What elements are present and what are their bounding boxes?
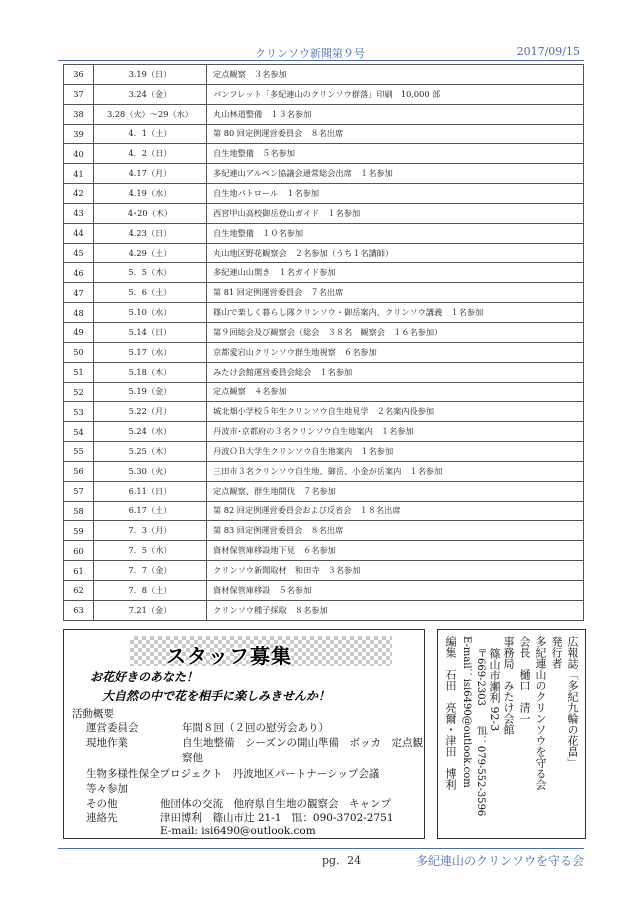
row-number: 47	[64, 283, 94, 303]
row-event: 城北畑小学校５年生クリンソウ自生地見学 ２名案内役参加	[207, 402, 584, 422]
row-number: 49	[64, 322, 94, 342]
row-event: 多紀連山山開き １名ガイド参加	[207, 263, 584, 283]
row-event: 第 82 回定例運営委員会および反省会 １８名出席	[207, 501, 584, 521]
row-event: 資材保管庫移設地下見 ６名参加	[207, 541, 584, 561]
row-event: みたけ会館運営委員会総会 １名参加	[207, 362, 584, 382]
row-event: 資材保管庫移設 ５名参加	[207, 580, 584, 600]
pr-postal-phone: 〒669-2303 ℡：079-552-3596	[475, 648, 486, 817]
row-date: 7．8（土）	[94, 580, 207, 600]
newsletter-title: クリンソウ新聞第９号	[255, 47, 365, 60]
table-row	[64, 541, 584, 561]
table-row	[64, 184, 584, 204]
pr-editors: 編集 石田 亮爾・津田 博利	[444, 636, 457, 790]
table-row	[64, 203, 584, 223]
row-date: 4.29（土）	[94, 243, 207, 263]
row-date: 4.23（日）	[94, 223, 207, 243]
row-number: 46	[64, 263, 94, 283]
row-event: 自生地パトロール １名参加	[207, 184, 584, 204]
table-row	[64, 104, 584, 124]
row-date: 4.17（月）	[94, 164, 207, 184]
row-event: 自生地整備 １０名参加	[207, 223, 584, 243]
row-event: 多紀連山アルペン協議会通常総会出席 １名参加	[207, 164, 584, 184]
row-date: 3.24（金）	[94, 84, 207, 104]
row-date: 4･20（木）	[94, 203, 207, 223]
row-number: 53	[64, 402, 94, 422]
row-date: 5.10（水）	[94, 303, 207, 323]
row-number: 39	[64, 124, 94, 144]
row-number: 54	[64, 422, 94, 442]
staff-recruitment-box	[63, 629, 425, 839]
row-event: クリンソウ新聞取材 和田寺 ３名参加	[207, 561, 584, 581]
row-date: 4．1（土）	[94, 124, 207, 144]
row-event: 第９回総会及び観察会（総会 ３８名 観察会 １６名参加）	[207, 322, 584, 342]
table-row	[64, 461, 584, 481]
table-row	[64, 243, 584, 263]
committee-label: 運営委員会	[86, 722, 139, 734]
row-date: 4.19（水）	[94, 184, 207, 204]
table-row	[64, 124, 584, 144]
row-event: 定点観察、群生地間伐 ７名参加	[207, 481, 584, 501]
contact-value: 津田博利 篠山市辻 21-1 ℡：090-3702-2751	[160, 812, 394, 824]
row-number: 63	[64, 600, 94, 620]
row-date: 5.17（水）	[94, 342, 207, 362]
issue-date: 2017/09/15	[516, 45, 580, 58]
staff-catchphrase-1: お花好きのあなた！	[90, 670, 199, 684]
row-number: 40	[64, 144, 94, 164]
row-date: 5.22（月）	[94, 402, 207, 422]
row-date: 5.18（木）	[94, 362, 207, 382]
row-event: クリンソウ種子採取 ８名参加	[207, 600, 584, 620]
table-row	[64, 84, 584, 104]
table-row	[64, 580, 584, 600]
row-event: 第 81 回定例運営委員会 ７名出席	[207, 283, 584, 303]
row-number: 62	[64, 580, 94, 600]
pr-magazine-name: 広報誌「多紀九輪の花畠」	[566, 636, 579, 768]
row-date: 5.14（日）	[94, 322, 207, 342]
staff-title-banner	[130, 636, 392, 666]
header-divider	[58, 60, 584, 61]
row-event: 丹波市･京都府の３名クリンソウ自生地案内 １名参加	[207, 422, 584, 442]
table-row	[64, 501, 584, 521]
biodiversity-line-1: 生物多様性保全プロジェクト 丹波地区パートナーシップ会議	[86, 768, 380, 780]
row-date: 5.19（金）	[94, 382, 207, 402]
table-row	[64, 144, 584, 164]
row-number: 41	[64, 164, 94, 184]
row-number: 45	[64, 243, 94, 263]
footer-divider	[58, 848, 584, 849]
contact-label: 連絡先	[86, 812, 118, 824]
page-number: pg．24	[322, 854, 362, 867]
table-row	[64, 164, 584, 184]
row-number: 44	[64, 223, 94, 243]
row-event: 京都愛宕山クリンソウ群生地視察 ６名参加	[207, 342, 584, 362]
pr-chairman: 会長 樋口 清一	[518, 636, 531, 724]
row-number: 59	[64, 521, 94, 541]
table-row	[64, 263, 584, 283]
field-work-label: 現地作業	[86, 737, 128, 749]
table-row	[64, 382, 584, 402]
row-event: 丹波ＯＢ大学生クリンソウ自生地案内 １名参加	[207, 442, 584, 462]
row-event: 定点観察 ４名参加	[207, 382, 584, 402]
row-date: 5．6（土）	[94, 283, 207, 303]
row-event: 西宮甲山高校御岳登山ガイド １名参加	[207, 203, 584, 223]
row-date: 5.30（火）	[94, 461, 207, 481]
table-row	[64, 402, 584, 422]
field-work-value: 自生地整備 シーズンの開山準備 ボッカ 定点観	[182, 737, 423, 749]
row-event: 丸山林道整備 １３名参加	[207, 104, 584, 124]
row-date: 6.17（土）	[94, 501, 207, 521]
table-row	[64, 362, 584, 382]
row-event: 三田市３名クリンソウ自生地、御岳、小金が岳案内 １名参加	[207, 461, 584, 481]
footer-organization: 多紀連山のクリンソウを守る会	[415, 854, 584, 868]
row-number: 60	[64, 541, 94, 561]
table-row	[64, 481, 584, 501]
publication-info-box	[437, 629, 586, 839]
table-row	[64, 561, 584, 581]
row-date: 3.28（火）〜29（水）	[94, 104, 207, 124]
row-event: パンフレット「多紀連山のクリンソウ群落」印刷 10,000 部	[207, 84, 584, 104]
overview-label: 活動概要	[72, 708, 114, 720]
other-label: その他	[86, 798, 118, 810]
row-date: 5.25（木）	[94, 442, 207, 462]
row-number: 37	[64, 84, 94, 104]
row-date: 5.24（水）	[94, 422, 207, 442]
row-date: 7.21（金）	[94, 600, 207, 620]
row-number: 38	[64, 104, 94, 124]
row-event: 自生地整備 ５名参加	[207, 144, 584, 164]
staff-title: スタッフ募集	[166, 644, 292, 668]
table-row	[64, 600, 584, 620]
table-row	[64, 342, 584, 362]
table-row	[64, 65, 584, 85]
row-number: 48	[64, 303, 94, 323]
row-number: 61	[64, 561, 94, 581]
staff-catchphrase-2: 大自然の中で花を相手に楽しみきせんか！	[102, 689, 331, 703]
table-row	[64, 283, 584, 303]
pr-publisher-label: 発行者	[550, 636, 563, 669]
row-number: 52	[64, 382, 94, 402]
row-number: 57	[64, 481, 94, 501]
row-number: 43	[64, 203, 94, 223]
page-header	[60, 45, 580, 61]
table-row	[64, 322, 584, 342]
table-row	[64, 422, 584, 442]
table-row	[64, 223, 584, 243]
row-number: 55	[64, 442, 94, 462]
row-event: 篠山で楽しく暮らし隊クリンソウ・御岳案内、クリンソウ講義 １名参加	[207, 303, 584, 323]
row-date: 7．7（金）	[94, 561, 207, 581]
row-number: 42	[64, 184, 94, 204]
table-row	[64, 442, 584, 462]
pr-address: 篠山市瀬利 92-3	[488, 648, 501, 732]
pr-organization: 多紀連山のクリンソウを守る会	[534, 636, 547, 790]
activity-log-table	[63, 64, 584, 621]
row-number: 50	[64, 342, 94, 362]
page-footer	[60, 852, 584, 868]
row-event: 丸山地区野花観察会 ２名参加（うち１名講師）	[207, 243, 584, 263]
pr-office: 事務局 みたけ会館	[502, 636, 515, 735]
row-date: 7．3（月）	[94, 521, 207, 541]
row-event: 定点観察 ３名参加	[207, 65, 584, 85]
table-row	[64, 303, 584, 323]
row-event: 第 83 回定例運営委員会 ８名出席	[207, 521, 584, 541]
row-number: 51	[64, 362, 94, 382]
row-number: 36	[64, 65, 94, 85]
contact-email[interactable]: E-mail: isi6490@outlook.com	[160, 825, 316, 837]
pr-email[interactable]: E-mail：isi6490@outlook.com	[461, 636, 472, 788]
row-event: 第 80 回定例運営委員会 ８名出席	[207, 124, 584, 144]
row-number: 56	[64, 461, 94, 481]
row-number: 58	[64, 501, 94, 521]
row-date: 3.19（日）	[94, 65, 207, 85]
row-date: 6.11（日）	[94, 481, 207, 501]
other-value: 他団体の交流 他府県自生地の観察会 キャンプ	[160, 798, 391, 810]
row-date: 7．5（水）	[94, 541, 207, 561]
row-date: 4．2（日）	[94, 144, 207, 164]
committee-value: 年間８回（２回の慰労会あり）	[182, 722, 329, 734]
field-work-value-cont: 察他	[182, 752, 203, 764]
biodiversity-line-2: 等々参加	[86, 783, 128, 795]
table-row	[64, 521, 584, 541]
row-date: 5．5（木）	[94, 263, 207, 283]
